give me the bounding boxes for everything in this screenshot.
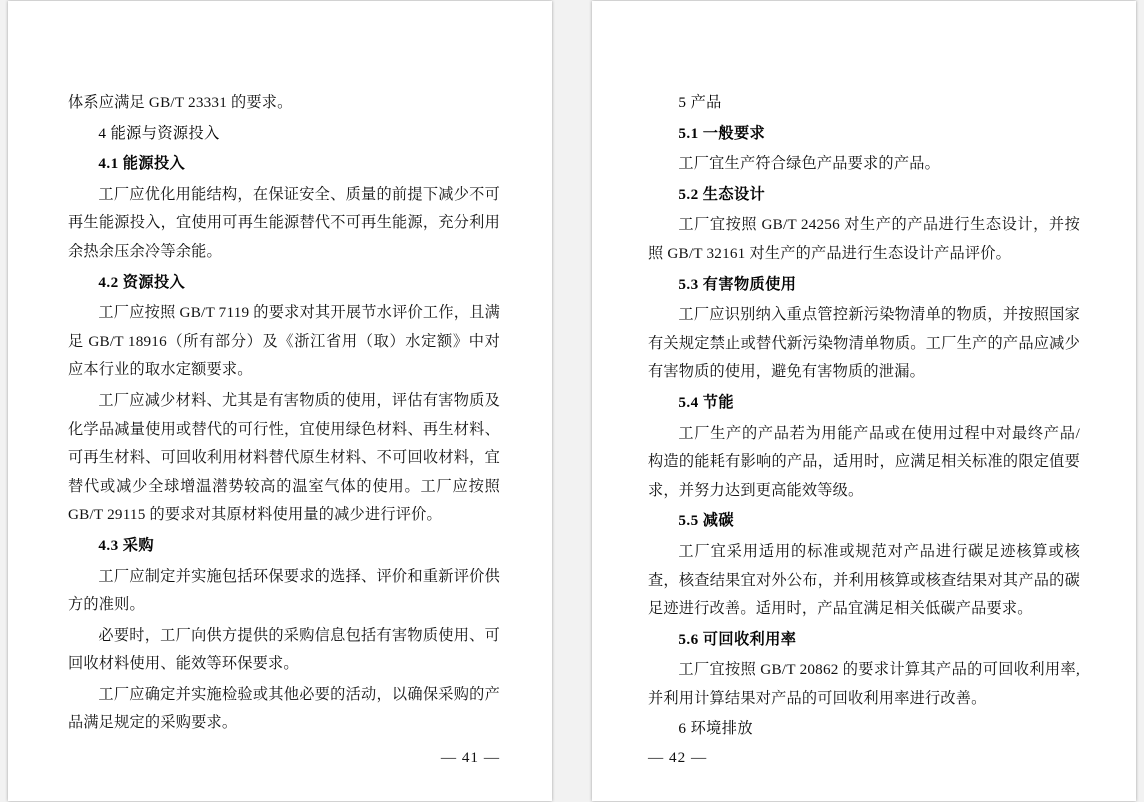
section-heading: 5.6 可回收利用率	[678, 630, 797, 648]
section-heading: 4.1 能源投入	[98, 155, 186, 173]
paragraph: 工厂宜按照 GB/T 20862 的要求计算其产品的可回收利用率,并利用计算结果对产品的可回收利用率进行改善。	[648, 661, 1080, 707]
section-heading: 5.5 减碳	[678, 512, 734, 530]
paragraph: 必要时，工厂向供方提供的采购信息包括有害物质使用、可回收材料使用、能效等环保要求。	[68, 626, 500, 673]
paragraph: 工厂应制定并实施包括环保要求的选择、评价和重新评价供方的准则。	[68, 567, 500, 614]
page-left-folio: — 41 —	[440, 749, 500, 766]
page-right-folio: — 42 —	[648, 749, 708, 766]
section-heading: 4 能源与资源投入	[98, 124, 220, 142]
section-heading: 5.4 节能	[678, 393, 734, 411]
section-heading: 4.3 采购	[98, 536, 154, 554]
page-left	[8, 1, 552, 801]
paragraph: 工厂应确定并实施检验或其他必要的活动，以确保采购的产品满足规定的采购要求。	[68, 685, 500, 732]
section-heading: 5.3 有害物质使用	[678, 275, 797, 293]
paragraph: 工厂应减少材料、尤其是有害物质的使用，评估有害物质及化学品减量使用或替代的可行性，宜使用绿色材料、再生材料、可再生材料、可回收利用材料替代原生材料、不可回收材料，宜替代或减少全球增温潜势较高的温室气体的使用。工厂应按照 GB/T 29115 的要求对其原材料使用量的减少进行评价。	[68, 391, 500, 524]
paragraph: 工厂宜生产符合绿色产品要求的产品。	[678, 155, 940, 173]
paragraph: 体系应满足 GB/T 23331 的要求。	[68, 94, 293, 111]
page-right-body	[648, 89, 1080, 738]
page-right	[592, 1, 1136, 801]
section-heading: 5 产品	[678, 94, 722, 111]
paragraph: 工厂应识别纳入重点管控新污染物清单的物质，并按照国家有关规定禁止或替代新污染物清单物质。工厂生产的产品应减少有害物质的使用，避免有害物质的泄漏。	[648, 306, 1080, 381]
section-heading: 5.1 一般要求	[678, 124, 766, 142]
section-heading: 5.2 生态设计	[678, 185, 766, 203]
section-heading: 6 环境排放	[678, 720, 753, 738]
section-heading: 4.2 资源投入	[98, 273, 186, 291]
page-left-body	[68, 89, 500, 731]
paragraph: 工厂宜按照 GB/T 24256 对生产的产品进行生态设计，并按照 GB/T 32161 对生产的产品进行生态设计产品评价。	[648, 216, 1080, 262]
paragraph: 工厂生产的产品若为用能产品或在使用过程中对最终产品/构造的能耗有影响的产品，适用时，应满足相关标准的限定值要求，并努力达到更高能效等级。	[648, 424, 1080, 499]
paragraph: 工厂应优化用能结构，在保证安全、质量的前提下减少不可再生能源投入，宜使用可再生能源替代不可再生能源，充分利用余热余压余冷等余能。	[68, 185, 500, 260]
paragraph: 工厂应按照 GB/T 7119 的要求对其开展节水评价工作，且满足 GB/T 18916（所有部分）及《浙江省用（取）水定额》中对应本行业的取水定额要求。	[68, 304, 500, 379]
paragraph: 工厂宜采用适用的标准或规范对产品进行碳足迹核算或核查，核查结果宜对外公布，并利用核算或核查结果对其产品的碳足迹进行改善。适用时，产品宜满足相关低碳产品要求。	[648, 542, 1080, 618]
